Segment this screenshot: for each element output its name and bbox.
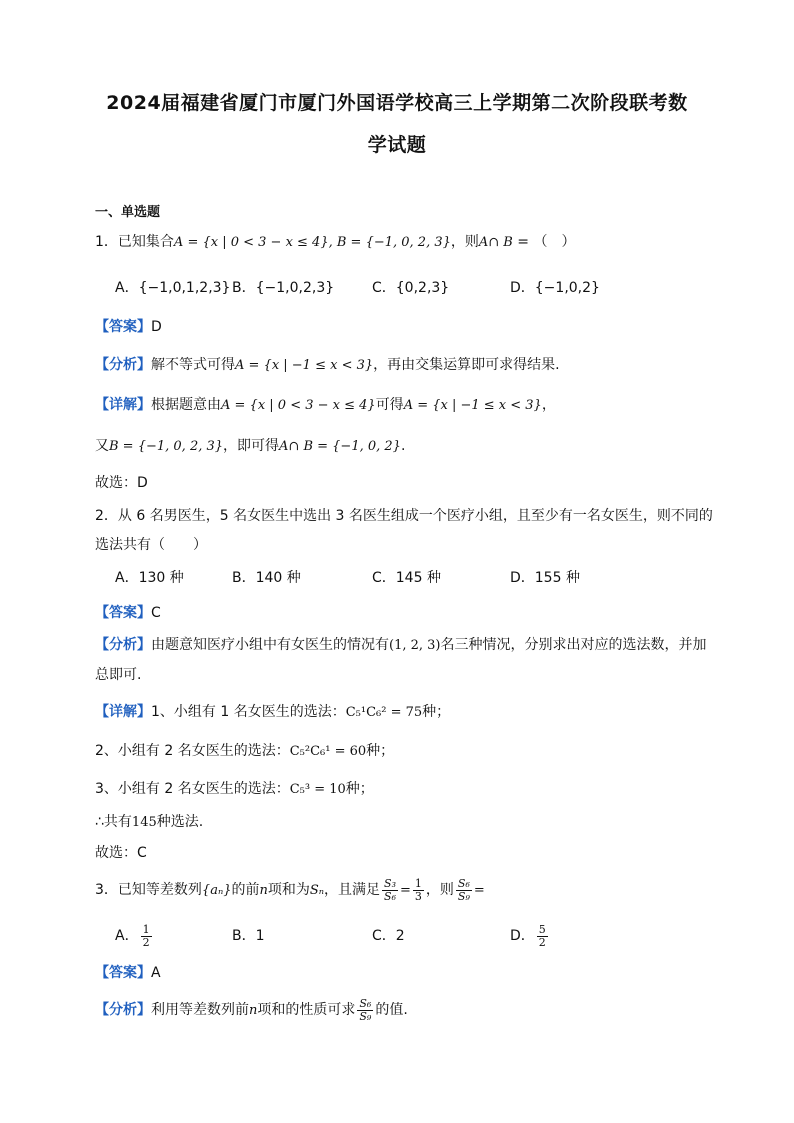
fraction-numerator: 5 (538, 922, 546, 936)
q2-detail-text: 种； (422, 704, 451, 720)
q3-option-a (115, 921, 154, 951)
q3-text: ，则 (425, 882, 454, 898)
q2-total-math: 145 (131, 815, 157, 830)
q1-option-a: A．{−1,0,1,2,3} (115, 280, 231, 296)
q3-fraction (456, 878, 472, 903)
q1-detail-text: 可得 (375, 397, 404, 413)
q3-text: 的前 (231, 882, 260, 898)
q3-analysis-text: 利用等差数列前 (151, 1002, 249, 1018)
q2-detail-2 (95, 741, 394, 762)
q1-text: ，则 (450, 234, 479, 250)
q2-answer-value: C (151, 605, 161, 621)
fraction-denominator: 2 (538, 935, 546, 949)
q2-detail-text: 2、小组有 2 名女医生的选法： (95, 743, 290, 759)
fraction-numerator: 1 (414, 876, 422, 890)
q2-option-c: C．145 种 (372, 570, 441, 586)
q2-detail-text: 种； (366, 743, 395, 759)
q1-option-b: B．{−1,0,2,3} (232, 280, 335, 296)
q1-detail-math: A = {x | 0 < 3 − x ≤ 4} (221, 398, 376, 413)
q3-option-b: B．1 (232, 928, 265, 944)
q1-detail-math: A∩ B = {−1, 0, 2} (279, 439, 401, 454)
q3-n: n (259, 883, 268, 898)
q2-detail-text: 种； (345, 781, 374, 797)
q3-analysis-n: n (249, 1003, 258, 1018)
analysis-tag: 【分析】 (95, 357, 151, 373)
option-label: D． (510, 928, 535, 944)
title-line-2: 学试题 (367, 134, 427, 156)
q1-detail-math: B = {−1, 0, 2, 3} (109, 439, 224, 454)
q2-detail-math: C₅¹C₆² = 75 (345, 705, 423, 720)
q2-detail-text: 3、小组有 2 名女医生的选法： (95, 781, 290, 797)
q2-option-d: D．155 种 (510, 570, 580, 586)
title-line-1: 2024届福建省厦门市厦门外国语学校高三上学期第二次阶段联考数 (106, 92, 688, 114)
analysis-tag: 【分析】 (95, 1002, 151, 1018)
q2-detail-text: 1、小组有 1 名女医生的选法： (151, 704, 346, 720)
q1-detail-math: A = {x | −1 ≤ x < 3} (403, 398, 542, 413)
q2-detail-math: C₅²C₆¹ = 60 (289, 744, 367, 759)
q2-total (95, 812, 203, 833)
q3-fraction (413, 878, 424, 903)
q1-answer-value: D (151, 319, 162, 335)
q2-analysis-2: 总即可. (95, 667, 142, 683)
q1-answer (95, 317, 162, 337)
q1-detail-1 (95, 395, 556, 416)
q2-analysis-1 (95, 635, 707, 656)
q1-text: = （ ） (512, 234, 576, 250)
q3-sequence: {aₙ} (201, 883, 232, 898)
answer-tag: 【答案】 (95, 605, 151, 621)
option-label: A． (115, 928, 139, 944)
q3-fraction (382, 878, 398, 903)
q1-detail-text: 又 (95, 438, 109, 454)
q2-option-b: B．140 种 (232, 570, 301, 586)
q2-analysis-text: 名三种情况，分别求出对应的选法数，并加 (440, 637, 707, 653)
q1-text: 1．已知集合 (95, 234, 174, 250)
answer-tag: 【答案】 (95, 965, 151, 981)
fraction-denominator: S₆ (384, 889, 396, 903)
q1-detail-text: ，即可得 (223, 438, 280, 454)
q3-sn: Sₙ (309, 883, 325, 898)
question-1-stem (95, 232, 576, 253)
q3-analysis (95, 995, 408, 1026)
fraction-numerator: S₃ (384, 876, 396, 890)
option-fraction (537, 924, 548, 949)
question-2-stem-1: 2．从 6 名男医生，5 名女医生中选出 3 名医生组成一个医疗小组，且至少有一名女医生，则不同的 (95, 508, 713, 524)
fraction-denominator: 3 (414, 889, 422, 903)
fraction-denominator: S₉ (457, 889, 470, 903)
q1-analysis-text: 解不等式可得 (151, 357, 235, 373)
q3-text: 3．已知等差数列 (95, 882, 202, 898)
q3-analysis-fraction (357, 998, 373, 1023)
detail-tag: 【详解】 (95, 397, 151, 413)
q3-analysis-text: 项和的性质可求 (257, 1002, 356, 1018)
q3-answer (95, 963, 161, 983)
q1-option-d: D．{−1,0,2} (510, 280, 600, 296)
q2-option-a: A．130 种 (115, 570, 184, 586)
question-2-stem-2: 选法共有（ ） (95, 537, 207, 553)
q3-equals: = (400, 883, 411, 898)
q1-detail-text: 根据题意由 (151, 397, 221, 413)
q2-analysis-math: (1, 2, 3) (389, 638, 441, 653)
answer-tag: 【答案】 (95, 319, 151, 335)
fraction-numerator: S₆ (457, 876, 470, 890)
q1-analysis-text: ，再由交集运算即可求得结果. (373, 357, 560, 373)
section-heading: 一、单选题 (95, 205, 161, 220)
q1-analysis (95, 355, 560, 376)
q2-total-text: 种选法. (156, 814, 204, 830)
q2-total-text: ∴共有 (95, 814, 132, 830)
q3-option-d (510, 921, 550, 951)
q2-answer (95, 603, 161, 623)
q1-detail-text: . (400, 438, 406, 454)
q2-detail-3 (95, 779, 374, 800)
fraction-numerator: S₆ (359, 996, 372, 1010)
q2-choose: 故选：C (95, 845, 147, 861)
fraction-denominator: 2 (142, 935, 150, 949)
fraction-denominator: S₉ (359, 1009, 372, 1023)
q3-text: 项和为 (267, 882, 310, 898)
q3-text: ，且满足 (324, 882, 381, 898)
q3-analysis-text: 的值. (375, 1002, 408, 1018)
q2-analysis-text: 由题意知医疗小组中有女医生的情况有 (151, 637, 389, 653)
fraction-numerator: 1 (142, 922, 150, 936)
q1-analysis-math: A = {x | −1 ≤ x < 3} (235, 358, 374, 373)
q1-expression: A∩ B (478, 235, 513, 250)
question-3-stem (95, 875, 485, 906)
q3-answer-value: A (151, 965, 161, 981)
q1-choose: 故选：D (95, 475, 148, 491)
q2-detail-math: C₅³ = 10 (289, 782, 346, 797)
analysis-tag: 【分析】 (95, 637, 151, 653)
q3-option-c: C．2 (372, 928, 405, 944)
q2-detail-1 (95, 702, 450, 723)
q1-detail-2 (95, 436, 405, 457)
q3-equals: = (473, 883, 485, 898)
q1-sets: A = {x | 0 < 3 − x ≤ 4}, B = {−1, 0, 2, 3} (173, 235, 451, 250)
option-fraction (141, 924, 152, 949)
q1-option-c: C．{0,2,3} (372, 280, 450, 296)
q1-detail-text: ， (541, 397, 556, 413)
detail-tag: 【详解】 (95, 704, 151, 720)
